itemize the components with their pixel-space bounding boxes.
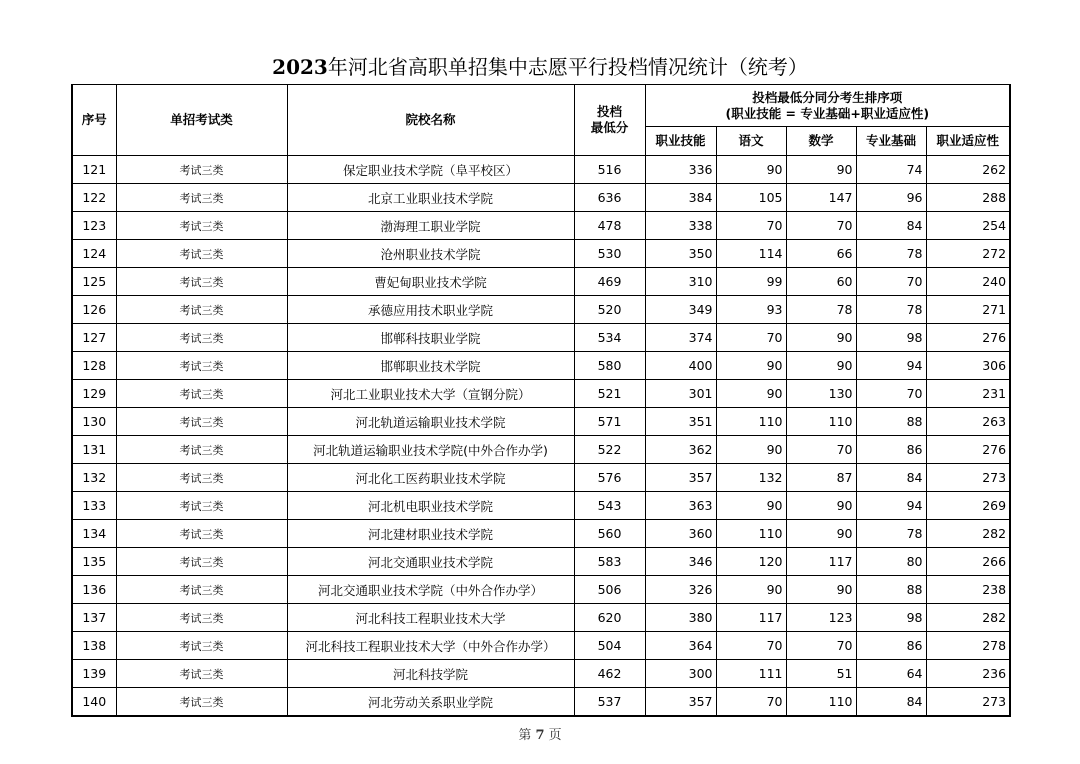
header-tie-line1: 投档最低分同分考生排序项: [752, 89, 903, 105]
cell-chinese: 90: [716, 156, 786, 184]
cell-school: 河北科技工程职业技术大学（中外合作办学）: [287, 632, 574, 660]
table-row: [72, 184, 1010, 212]
cell-chinese: 117: [716, 604, 786, 632]
cell-fitness: 236: [926, 660, 1010, 688]
cell-category: 考试三类: [116, 212, 287, 240]
cell-min-score: 469: [574, 268, 645, 296]
table-row: [72, 212, 1010, 240]
cell-math: 87: [786, 464, 856, 492]
cell-skill: 301: [645, 380, 716, 408]
cell-school: 曹妃甸职业技术学院: [287, 268, 574, 296]
cell-category: 考试三类: [116, 268, 287, 296]
cell-seq: 124: [72, 240, 116, 268]
cell-basics: 94: [856, 352, 926, 380]
cell-basics: 74: [856, 156, 926, 184]
cell-min-score: 636: [574, 184, 645, 212]
header-skill: 职业技能: [645, 127, 716, 156]
header-school: 院校名称: [287, 85, 574, 156]
cell-school: 邯郸职业技术学院: [287, 352, 574, 380]
cell-skill: 360: [645, 520, 716, 548]
cell-skill: 351: [645, 408, 716, 436]
table-row: [72, 548, 1010, 576]
cell-min-score: 543: [574, 492, 645, 520]
table-row: [72, 604, 1010, 632]
cell-basics: 84: [856, 212, 926, 240]
cell-chinese: 90: [716, 576, 786, 604]
cell-chinese: 70: [716, 632, 786, 660]
header-fitness: 职业适应性: [926, 127, 1010, 156]
cell-math: 70: [786, 436, 856, 464]
cell-basics: 98: [856, 324, 926, 352]
cell-skill: 336: [645, 156, 716, 184]
cell-category: 考试三类: [116, 352, 287, 380]
cell-basics: 98: [856, 604, 926, 632]
cell-chinese: 90: [716, 352, 786, 380]
cell-school: 邯郸科技职业学院: [287, 324, 574, 352]
cell-seq: 123: [72, 212, 116, 240]
cell-min-score: 537: [574, 688, 645, 717]
cell-chinese: 90: [716, 436, 786, 464]
cell-math: 110: [786, 408, 856, 436]
cell-category: 考试三类: [116, 688, 287, 717]
cell-basics: 78: [856, 240, 926, 268]
cell-seq: 121: [72, 156, 116, 184]
cell-seq: 133: [72, 492, 116, 520]
cell-basics: 94: [856, 492, 926, 520]
cell-skill: 364: [645, 632, 716, 660]
cell-min-score: 576: [574, 464, 645, 492]
cell-fitness: 282: [926, 604, 1010, 632]
header-min-score: [574, 85, 645, 156]
cell-chinese: 70: [716, 324, 786, 352]
cell-seq: 132: [72, 464, 116, 492]
cell-school: 沧州职业技术学院: [287, 240, 574, 268]
cell-category: 考试三类: [116, 296, 287, 324]
cell-skill: 363: [645, 492, 716, 520]
cell-math: 70: [786, 212, 856, 240]
cell-min-score: 571: [574, 408, 645, 436]
cell-category: 考试三类: [116, 324, 287, 352]
cell-basics: 78: [856, 520, 926, 548]
cell-school: 河北轨道运输职业技术学院(中外合作办学): [287, 436, 574, 464]
cell-category: 考试三类: [116, 464, 287, 492]
cell-basics: 80: [856, 548, 926, 576]
table-row: [72, 688, 1010, 717]
cell-skill: 350: [645, 240, 716, 268]
cell-skill: 338: [645, 212, 716, 240]
table-row: [72, 492, 1010, 520]
cell-seq: 128: [72, 352, 116, 380]
header-min-score-line2: 最低分: [590, 120, 629, 135]
cell-school: 保定职业技术学院（阜平校区）: [287, 156, 574, 184]
cell-math: 66: [786, 240, 856, 268]
header-math: 数学: [786, 127, 856, 156]
cell-min-score: 506: [574, 576, 645, 604]
cell-fitness: 278: [926, 632, 1010, 660]
cell-math: 110: [786, 688, 856, 717]
cell-math: 90: [786, 576, 856, 604]
cell-school: 渤海理工职业学院: [287, 212, 574, 240]
cell-school: 河北劳动关系职业学院: [287, 688, 574, 717]
cell-skill: 326: [645, 576, 716, 604]
cell-chinese: 90: [716, 380, 786, 408]
table-row: [72, 268, 1010, 296]
footer-suffix: 页: [548, 728, 562, 743]
title-text: 年河北省高职单招集中志愿平行投档情况统计（统考）: [327, 55, 808, 79]
cell-skill: 384: [645, 184, 716, 212]
cell-min-score: 520: [574, 296, 645, 324]
table-body: [72, 156, 1010, 717]
cell-math: 90: [786, 492, 856, 520]
cell-chinese: 70: [716, 688, 786, 717]
cell-min-score: 516: [574, 156, 645, 184]
table-row: [72, 408, 1010, 436]
cell-chinese: 132: [716, 464, 786, 492]
header-row-1: [72, 85, 1010, 127]
cell-basics: 70: [856, 268, 926, 296]
cell-chinese: 105: [716, 184, 786, 212]
cell-min-score: 462: [574, 660, 645, 688]
cell-seq: 131: [72, 436, 116, 464]
table-row: [72, 660, 1010, 688]
cell-math: 90: [786, 324, 856, 352]
cell-category: 考试三类: [116, 492, 287, 520]
cell-seq: 127: [72, 324, 116, 352]
cell-basics: 88: [856, 576, 926, 604]
cell-basics: 64: [856, 660, 926, 688]
cell-basics: 78: [856, 296, 926, 324]
cell-min-score: 522: [574, 436, 645, 464]
cell-math: 90: [786, 156, 856, 184]
cell-category: 考试三类: [116, 632, 287, 660]
cell-school: 河北交通职业技术学院（中外合作办学）: [287, 576, 574, 604]
cell-basics: 84: [856, 688, 926, 717]
header-seq: 序号: [72, 85, 116, 156]
cell-seq: 138: [72, 632, 116, 660]
cell-skill: 310: [645, 268, 716, 296]
cell-basics: 84: [856, 464, 926, 492]
cell-fitness: 263: [926, 408, 1010, 436]
header-tie-line2: (职业技能 = 专业基础+职业适应性): [725, 105, 930, 121]
cell-school: 河北建材职业技术学院: [287, 520, 574, 548]
cell-seq: 126: [72, 296, 116, 324]
cell-skill: 300: [645, 660, 716, 688]
cell-chinese: 110: [716, 408, 786, 436]
cell-basics: 96: [856, 184, 926, 212]
cell-fitness: 262: [926, 156, 1010, 184]
cell-fitness: 282: [926, 520, 1010, 548]
cell-min-score: 583: [574, 548, 645, 576]
cell-math: 117: [786, 548, 856, 576]
cell-min-score: 521: [574, 380, 645, 408]
cell-seq: 137: [72, 604, 116, 632]
cell-fitness: 269: [926, 492, 1010, 520]
cell-chinese: 111: [716, 660, 786, 688]
cell-chinese: 93: [716, 296, 786, 324]
table-row: [72, 240, 1010, 268]
cell-category: 考试三类: [116, 408, 287, 436]
page-title: [0, 53, 1080, 81]
cell-fitness: 276: [926, 436, 1010, 464]
header-tie-break: [645, 85, 1010, 127]
cell-min-score: 478: [574, 212, 645, 240]
cell-math: 78: [786, 296, 856, 324]
cell-category: 考试三类: [116, 660, 287, 688]
table-row: [72, 632, 1010, 660]
cell-fitness: 276: [926, 324, 1010, 352]
cell-school: 河北科技学院: [287, 660, 574, 688]
cell-seq: 130: [72, 408, 116, 436]
cell-chinese: 70: [716, 212, 786, 240]
cell-basics: 86: [856, 632, 926, 660]
cell-basics: 86: [856, 436, 926, 464]
cell-chinese: 110: [716, 520, 786, 548]
cell-category: 考试三类: [116, 520, 287, 548]
cell-math: 90: [786, 352, 856, 380]
cell-min-score: 530: [574, 240, 645, 268]
table-row: [72, 436, 1010, 464]
cell-school: 河北科技工程职业技术大学: [287, 604, 574, 632]
cell-skill: 362: [645, 436, 716, 464]
header-chinese: 语文: [716, 127, 786, 156]
table-row: [72, 156, 1010, 184]
cell-category: 考试三类: [116, 380, 287, 408]
cell-fitness: 273: [926, 464, 1010, 492]
cell-min-score: 560: [574, 520, 645, 548]
cell-chinese: 114: [716, 240, 786, 268]
cell-fitness: 272: [926, 240, 1010, 268]
cell-seq: 125: [72, 268, 116, 296]
cell-fitness: 273: [926, 688, 1010, 717]
table-row: [72, 296, 1010, 324]
cell-seq: 136: [72, 576, 116, 604]
cell-skill: 374: [645, 324, 716, 352]
cell-school: 北京工业职业技术学院: [287, 184, 574, 212]
cell-fitness: 271: [926, 296, 1010, 324]
cell-math: 130: [786, 380, 856, 408]
cell-fitness: 254: [926, 212, 1010, 240]
cell-math: 51: [786, 660, 856, 688]
cell-seq: 140: [72, 688, 116, 717]
cell-category: 考试三类: [116, 548, 287, 576]
table-row: [72, 576, 1010, 604]
cell-fitness: 231: [926, 380, 1010, 408]
table-row: [72, 520, 1010, 548]
cell-math: 123: [786, 604, 856, 632]
cell-seq: 134: [72, 520, 116, 548]
title-year: 2023: [272, 55, 328, 79]
table-row: [72, 352, 1010, 380]
footer-prefix: 第: [518, 728, 532, 743]
page-footer: [0, 724, 1080, 743]
cell-seq: 135: [72, 548, 116, 576]
cell-skill: 346: [645, 548, 716, 576]
cell-math: 90: [786, 520, 856, 548]
cell-chinese: 90: [716, 492, 786, 520]
cell-min-score: 504: [574, 632, 645, 660]
page-number: 7: [535, 728, 545, 743]
cell-fitness: 288: [926, 184, 1010, 212]
cell-skill: 380: [645, 604, 716, 632]
cell-min-score: 580: [574, 352, 645, 380]
cell-math: 60: [786, 268, 856, 296]
cell-category: 考试三类: [116, 576, 287, 604]
table-row: [72, 324, 1010, 352]
cell-fitness: 306: [926, 352, 1010, 380]
cell-school: 河北工业职业技术大学（宣钢分院）: [287, 380, 574, 408]
cell-seq: 129: [72, 380, 116, 408]
cell-fitness: 240: [926, 268, 1010, 296]
cell-math: 70: [786, 632, 856, 660]
table-row: [72, 464, 1010, 492]
cell-seq: 122: [72, 184, 116, 212]
cell-school: 河北机电职业技术学院: [287, 492, 574, 520]
cell-school: 河北化工医药职业技术学院: [287, 464, 574, 492]
cell-category: 考试三类: [116, 240, 287, 268]
cell-school: 承德应用技术职业学院: [287, 296, 574, 324]
cell-min-score: 620: [574, 604, 645, 632]
cell-basics: 88: [856, 408, 926, 436]
header-min-score-line1: 投档: [596, 104, 622, 119]
cell-chinese: 99: [716, 268, 786, 296]
cell-skill: 357: [645, 688, 716, 717]
cell-category: 考试三类: [116, 156, 287, 184]
header-category: 单招考试类: [116, 85, 287, 156]
cell-category: 考试三类: [116, 436, 287, 464]
cell-chinese: 120: [716, 548, 786, 576]
cell-skill: 349: [645, 296, 716, 324]
header-basics: 专业基础: [856, 127, 926, 156]
cell-skill: 400: [645, 352, 716, 380]
cell-skill: 357: [645, 464, 716, 492]
cell-basics: 70: [856, 380, 926, 408]
cell-category: 考试三类: [116, 184, 287, 212]
cell-fitness: 238: [926, 576, 1010, 604]
cell-fitness: 266: [926, 548, 1010, 576]
cell-math: 147: [786, 184, 856, 212]
cell-school: 河北交通职业技术学院: [287, 548, 574, 576]
cell-school: 河北轨道运输职业技术学院: [287, 408, 574, 436]
cell-min-score: 534: [574, 324, 645, 352]
cell-seq: 139: [72, 660, 116, 688]
table-row: [72, 380, 1010, 408]
admission-table: [71, 84, 1011, 717]
cell-category: 考试三类: [116, 604, 287, 632]
